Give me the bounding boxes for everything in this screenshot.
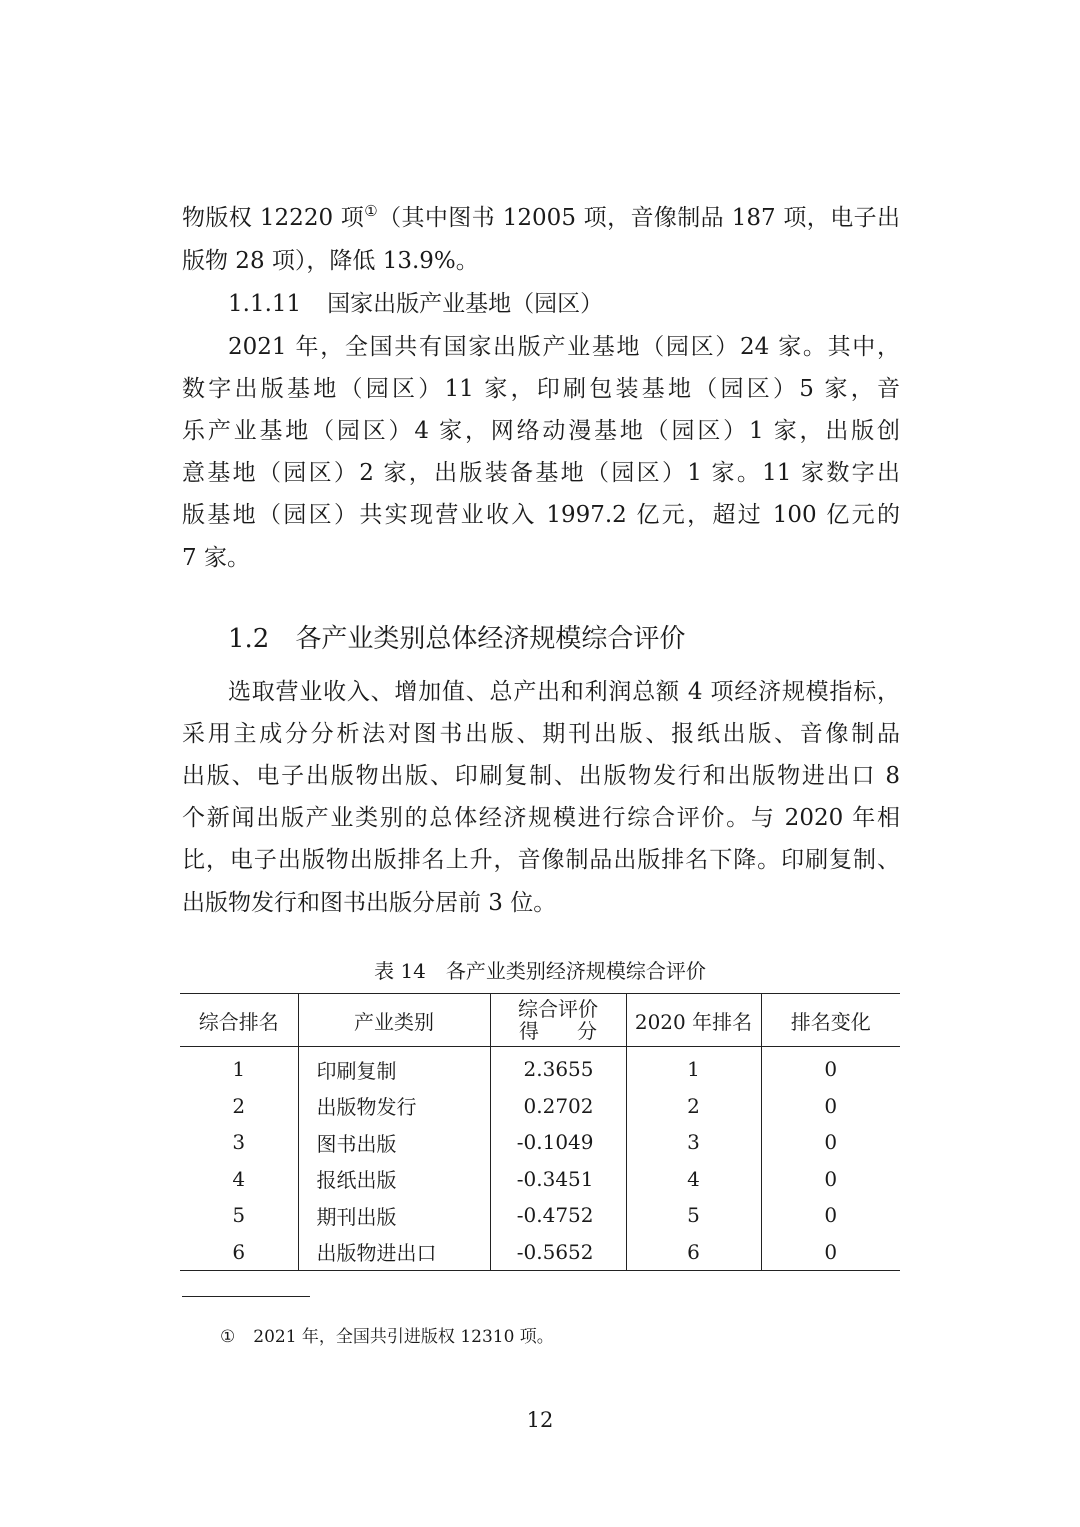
- cell-category: 图书出版: [298, 1124, 490, 1161]
- cell-rank: 3: [180, 1124, 298, 1161]
- cell-rank: 6: [180, 1234, 298, 1271]
- header-score-bottom: 得分: [519, 1018, 635, 1043]
- paragraph-line: 意基地（园区）2 家，出版装备基地（园区）1 家。11 家数字出: [182, 460, 900, 486]
- header-change: 排名变化: [761, 994, 900, 1047]
- footnote-mark: ①: [220, 1327, 236, 1347]
- paragraph-line: 选取营业收入、增加值、总产出和利润总额 4 项经济规模指标，: [228, 679, 900, 705]
- cell-rank-2020: 2: [626, 1088, 761, 1125]
- table-caption: 表 14 各产业类别经济规模综合评价: [374, 959, 706, 983]
- paragraph-line: 乐产业基地（园区）4 家，网络动漫基地（园区）1 家，出版创: [182, 418, 900, 444]
- cell-score: -0.4752: [490, 1197, 626, 1234]
- cell-rank-change: 0: [824, 1130, 838, 1155]
- cell-rank-change: 0: [824, 1166, 838, 1191]
- cell-rank-change: 0: [824, 1203, 838, 1228]
- cell-rank: 4: [180, 1161, 298, 1198]
- intro-line-2: 版物 28 项），降低 13.9%。: [182, 248, 479, 274]
- footnote-divider: [182, 1296, 310, 1297]
- cell-score: -0.1049: [490, 1124, 626, 1161]
- intro-text-b: （其中图书 12005 项，音像制品 187 项，电子出: [378, 205, 901, 231]
- footnote-reference[interactable]: ①: [364, 202, 379, 220]
- paragraph-line: 个新闻出版产业类别的总体经济规模进行综合评价。与 2020 年相: [182, 805, 900, 831]
- table-row: [180, 1047, 900, 1088]
- header-score-top: 综合评价: [518, 996, 598, 1021]
- footnote-text: 2021 年，全国共引进版权 12310 项。: [253, 1327, 554, 1347]
- cell-rank-2020: 6: [626, 1234, 761, 1271]
- cell-rank-2020: 3: [626, 1124, 761, 1161]
- table-row: [180, 1161, 900, 1198]
- cell-score: -0.5652: [490, 1234, 626, 1271]
- paragraph-line: 2021 年，全国共有国家出版产业基地（园区）24 家。其中，: [228, 334, 900, 360]
- cell-score: -0.3451: [490, 1161, 626, 1198]
- paragraph-line: 7 家。: [182, 545, 250, 571]
- paragraph-line: 比，电子出版物出版排名上升，音像制品出版排名下降。印刷复制、: [182, 847, 900, 873]
- cell-score: 0.2702: [490, 1088, 626, 1125]
- paragraph-line: 采用主成分分析法对图书出版、期刊出版、报纸出版、音像制品: [182, 721, 900, 747]
- cell-rank: 2: [180, 1088, 298, 1125]
- cell-category: 报纸出版: [298, 1161, 490, 1198]
- header-rank-2020: 2020 年排名: [626, 994, 761, 1047]
- cell-category: 期刊出版: [298, 1197, 490, 1234]
- paragraph-line: 出版、电子出版物出版、印刷复制、出版物发行和出版物进出口 8: [182, 763, 900, 789]
- cell-rank-change: 0: [824, 1093, 838, 1118]
- evaluation-table: [180, 993, 900, 1271]
- cell-rank-2020: 4: [626, 1161, 761, 1198]
- cell-rank: 1: [180, 1047, 298, 1088]
- header-rank: 综合排名: [180, 994, 298, 1047]
- section-title: 各产业类别总体经济规模综合评价: [295, 624, 686, 654]
- table-row: [180, 1124, 900, 1161]
- paragraph-line: 数字出版基地（园区）11 家，印刷包装基地（园区）5 家，音: [182, 376, 900, 402]
- cell-category: 印刷复制: [298, 1047, 490, 1088]
- cell-rank-2020: 1: [626, 1047, 761, 1088]
- section-heading: [228, 617, 685, 661]
- table-header-row: [180, 994, 900, 1047]
- header-category: 产业类别: [298, 994, 490, 1047]
- paragraph-line: 出版物发行和图书出版分居前 3 位。: [182, 890, 557, 916]
- cell-category: 出版物进出口: [298, 1234, 490, 1271]
- footnote: [220, 1324, 554, 1350]
- paragraph-line: 版基地（园区）共实现营业收入 1997.2 亿元，超过 100 亿元的: [182, 502, 900, 528]
- subsection-title: 国家出版产业基地（园区）: [327, 291, 604, 317]
- header-score: [490, 994, 635, 1047]
- cell-rank-2020: 5: [626, 1197, 761, 1234]
- section-number: 1.2: [228, 624, 270, 654]
- cell-score: 2.3655: [490, 1047, 626, 1088]
- cell-rank-change: 0: [824, 1057, 838, 1082]
- intro-line-1: [182, 197, 900, 241]
- table-row: [180, 1234, 900, 1271]
- table-row: [180, 1197, 900, 1234]
- subsection-number: 1.1.11: [228, 291, 302, 317]
- subsection-heading: [228, 283, 603, 325]
- cell-rank-change: 0: [824, 1239, 838, 1264]
- cell-rank: 5: [180, 1197, 298, 1234]
- page-number: 12: [526, 1408, 554, 1432]
- intro-text-a: 物版权 12220 项: [182, 205, 365, 231]
- table-row: [180, 1088, 900, 1125]
- cell-category: 出版物发行: [298, 1088, 490, 1125]
